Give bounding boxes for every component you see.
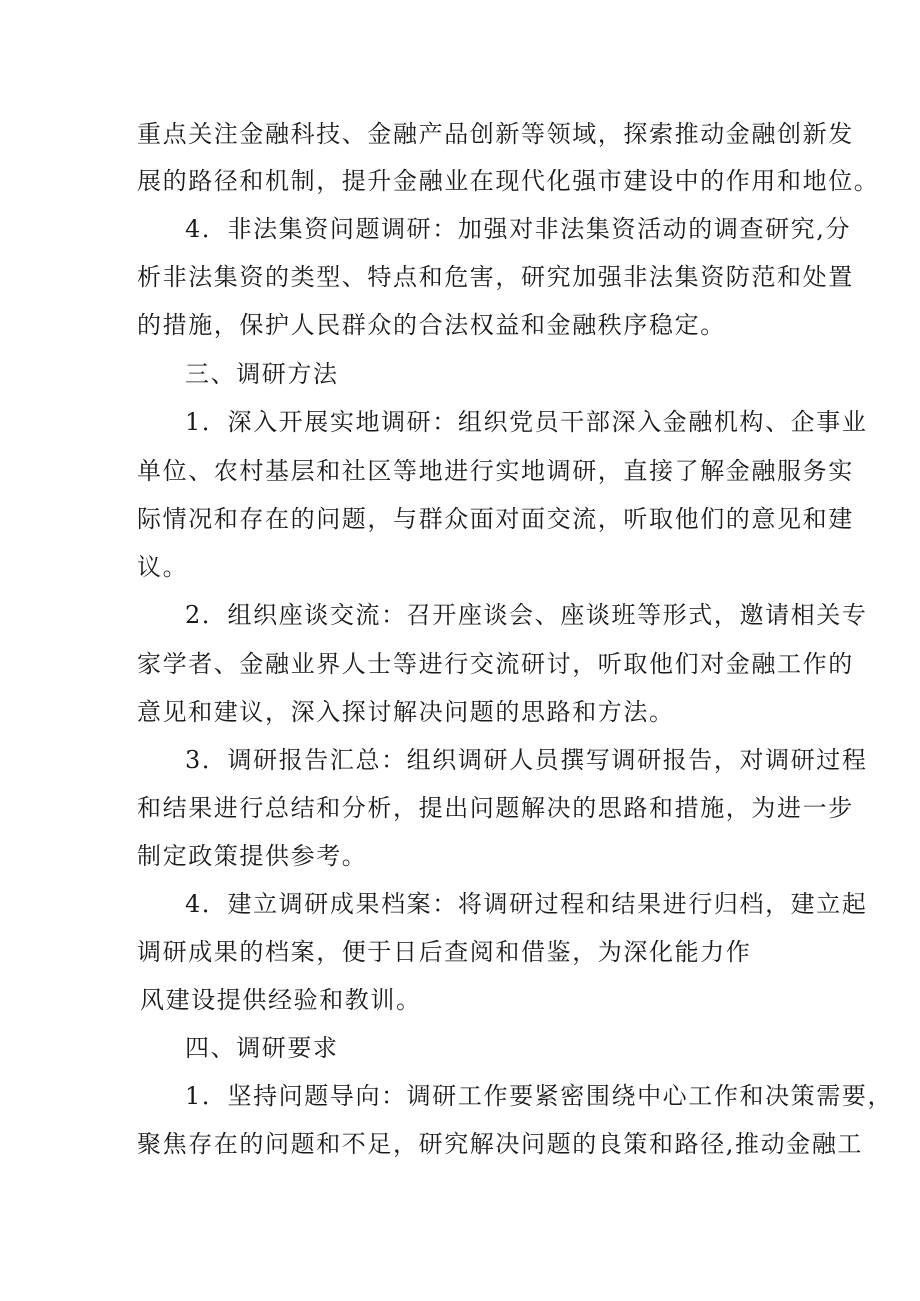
paragraph-line: 1．坚持问题导向：调研工作要紧密围绕中心工作和决策需要， xyxy=(185,1082,894,1110)
paragraph-line: 调研成果的档案，便于日后查阅和借鉴，为深化能力作 xyxy=(137,938,752,966)
paragraph-line: 议。 xyxy=(137,553,189,581)
paragraph-line: 和结果进行总结和分析，提出问题解决的思路和措施，为进一步 xyxy=(137,794,854,822)
paragraph-line: 4．非法集资问题调研：加强对非法集资活动的调查研究,分 xyxy=(185,215,852,243)
paragraph-line: 重点关注金融科技、金融产品创新等领域，探索推动金融创新发 xyxy=(137,120,854,148)
paragraph-line: 的措施，保护人民群众的合法权益和金融秩序稳定。 xyxy=(137,311,726,339)
section-heading: 三、调研方法 xyxy=(185,360,339,388)
paragraph-line: 2．组织座谈交流：召开座谈会、座谈班等形式，邀请相关专 xyxy=(185,601,868,629)
paragraph-line: 风建设提供经验和教训。 xyxy=(140,986,422,1014)
paragraph-line: 1．深入开展实地调研：组织党员干部深入金融机构、企事业 xyxy=(185,408,868,436)
paragraph-line: 际情况和存在的问题，与群众面对面交流，听取他们的意见和建 xyxy=(137,505,854,533)
paragraph-line: 3．调研报告汇总：组织调研人员撰写调研报告，对调研过程 xyxy=(185,746,868,774)
section-heading: 四、调研要求 xyxy=(185,1034,339,1062)
paragraph-line: 家学者、金融业界人士等进行交流研讨，听取他们对金融工作的 xyxy=(137,650,854,678)
paragraph-line: 单位、农村基层和社区等地进行实地调研，直接了解金融服务实 xyxy=(137,457,854,485)
paragraph-line: 制定政策提供参考。 xyxy=(137,842,368,870)
paragraph-line: 4．建立调研成果档案：将调研过程和结果进行归档，建立起 xyxy=(185,890,868,918)
paragraph-line: 析非法集资的类型、特点和危害，研究加强非法集资防范和处置 xyxy=(137,263,854,291)
paragraph-line: 聚焦存在的问题和不足，研究解决问题的良策和路径,推动金融工 xyxy=(137,1130,864,1158)
paragraph-line: 展的路径和机制，提升金融业在现代化强市建设中的作用和地位。 xyxy=(137,167,880,195)
paragraph-line: 意见和建议，深入探讨解决问题的思路和方法。 xyxy=(137,698,675,726)
